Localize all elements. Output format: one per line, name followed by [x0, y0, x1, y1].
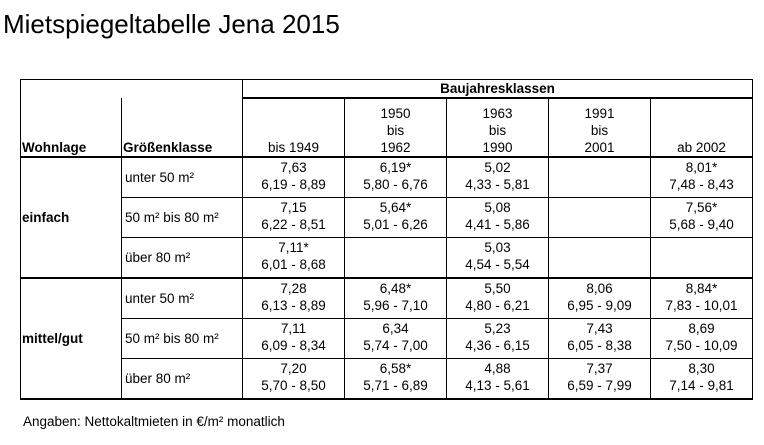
- year-header-line: bis: [386, 123, 405, 138]
- rent-range: 5,74 - 7,00: [363, 338, 428, 353]
- rent-cell: [345, 238, 447, 279]
- rent-cell: [243, 198, 345, 238]
- rent-range: 6,09 - 8,34: [261, 338, 326, 353]
- rent-cell: [549, 319, 651, 359]
- rent-value: 8,06: [586, 281, 613, 296]
- rent-value: 8,30: [688, 361, 715, 376]
- rent-range: 7,50 - 10,09: [665, 338, 738, 353]
- rent-cell: [447, 359, 549, 400]
- rent-value: 5,23: [484, 321, 511, 336]
- rent-value: 5,02: [484, 160, 511, 175]
- rent-range: 7,14 - 9,81: [669, 378, 734, 393]
- groessenklasse-header: Größenklasse: [122, 98, 243, 157]
- rent-cell: [651, 157, 753, 198]
- year-header: [651, 98, 753, 157]
- rent-range: 4,13 - 5,61: [465, 378, 530, 393]
- year-header-line: ab 2002: [677, 140, 726, 155]
- rent-value: 7,20: [280, 361, 307, 376]
- rent-value: 8,84*: [685, 281, 718, 296]
- rent-cell: [243, 319, 345, 359]
- rent-value: 7,43: [586, 321, 613, 336]
- page-title: Mietspiegeltabelle Jena 2015: [3, 9, 340, 39]
- rent-value: 8,69: [688, 321, 715, 336]
- rent-range: 4,41 - 5,86: [465, 217, 530, 232]
- rent-range: 4,80 - 6,21: [465, 298, 530, 313]
- rent-range: 6,59 - 7,99: [567, 378, 632, 393]
- rent-range: 6,95 - 9,09: [567, 298, 632, 313]
- year-header-line: 2001: [584, 140, 615, 155]
- table-row: [21, 157, 753, 198]
- table-row: [21, 198, 753, 238]
- baujahresklassen-header: Baujahresklassen: [243, 80, 753, 99]
- rent-value: 7,11*: [278, 240, 309, 255]
- rent-value: 5,03: [484, 240, 511, 255]
- wohnlage-cell: mittel/gut: [21, 278, 122, 399]
- rent-value: 7,15: [280, 200, 307, 215]
- year-header-line: 1991: [584, 106, 615, 121]
- rent-range: 4,54 - 5,54: [465, 257, 530, 272]
- rent-cell: [243, 238, 345, 279]
- rent-cell: [447, 238, 549, 279]
- rent-range: 7,83 - 10,01: [665, 298, 738, 313]
- rent-range: 5,68 - 9,40: [669, 217, 734, 232]
- rent-range: 5,96 - 7,10: [363, 298, 428, 313]
- year-header-line: 1963: [482, 106, 513, 121]
- rent-range: 5,01 - 6,26: [363, 217, 428, 232]
- rent-range: 5,80 - 6,76: [363, 177, 428, 192]
- corner-header-top: [21, 80, 243, 99]
- year-header: [549, 98, 651, 157]
- rent-cell: [345, 198, 447, 238]
- year-header-line: bis 1949: [267, 140, 320, 155]
- rent-cell: [549, 278, 651, 319]
- rent-range: 6,22 - 8,51: [261, 217, 326, 232]
- rent-range: 5,70 - 8,50: [261, 378, 326, 393]
- rent-value: 5,64*: [379, 200, 412, 215]
- rent-value: 6,48*: [379, 281, 412, 296]
- footnote: Angaben: Nettokaltmieten in €/m² monatlich: [23, 414, 285, 429]
- rent-cell: [447, 198, 549, 238]
- rent-cell: [651, 278, 753, 319]
- rent-value: 7,37: [586, 361, 613, 376]
- wohnlage-header: Wohnlage: [21, 98, 122, 157]
- rent-value: 7,28: [280, 281, 307, 296]
- year-header-line: 1990: [482, 140, 513, 155]
- rent-value: 6,19*: [379, 160, 412, 175]
- rent-cell: [447, 278, 549, 319]
- rent-cell: [651, 198, 753, 238]
- year-header-line: 1962: [380, 140, 411, 155]
- rent-range: 7,48 - 8,43: [669, 177, 734, 192]
- rent-cell: [345, 278, 447, 319]
- rent-range: 6,19 - 8,89: [261, 177, 326, 192]
- rent-range: 4,33 - 5,81: [465, 177, 530, 192]
- rent-range: 5,71 - 6,89: [363, 378, 428, 393]
- rent-value: 6,58*: [379, 361, 412, 376]
- year-header: [243, 98, 345, 157]
- rent-cell: [549, 157, 651, 198]
- rent-cell: [243, 359, 345, 400]
- groessenklasse-cell: 50 m² bis 80 m²: [122, 319, 243, 359]
- rent-range: 4,36 - 6,15: [465, 338, 530, 353]
- table-row: [21, 359, 753, 400]
- rent-cell: [651, 319, 753, 359]
- rent-cell: [549, 359, 651, 400]
- rent-value: 4,88: [484, 361, 511, 376]
- year-header-line: 1950: [380, 106, 411, 121]
- rent-cell: [549, 238, 651, 279]
- rent-value: 7,63: [280, 160, 307, 175]
- groessenklasse-cell: über 80 m²: [122, 359, 243, 400]
- rent-cell: [345, 319, 447, 359]
- rent-cell: [243, 278, 345, 319]
- rent-range: 6,05 - 8,38: [567, 338, 632, 353]
- table-row: [21, 278, 753, 319]
- rent-cell: [447, 157, 549, 198]
- rent-cell: [345, 359, 447, 400]
- rent-value: 5,50: [484, 281, 511, 296]
- rent-table: [20, 79, 753, 400]
- groessenklasse-cell: unter 50 m²: [122, 278, 243, 319]
- rent-cell: [345, 157, 447, 198]
- rent-cell: [243, 157, 345, 198]
- rent-value: 7,11: [280, 321, 307, 336]
- rent-value: 5,08: [484, 200, 511, 215]
- rent-value: 7,56*: [685, 200, 718, 215]
- rent-range: 6,13 - 8,89: [261, 298, 326, 313]
- rent-cell: [651, 359, 753, 400]
- groessenklasse-cell: unter 50 m²: [122, 157, 243, 198]
- wohnlage-cell: einfach: [21, 157, 122, 278]
- rent-value: 8,01*: [685, 160, 718, 175]
- year-header: [447, 98, 549, 157]
- rent-cell: [549, 198, 651, 238]
- table-row: [21, 319, 753, 359]
- rent-range: 6,01 - 8,68: [261, 257, 326, 272]
- rent-cell: [651, 238, 753, 279]
- year-header-line: bis: [488, 123, 507, 138]
- groessenklasse-cell: über 80 m²: [122, 238, 243, 279]
- rent-value: 6,34: [382, 321, 409, 336]
- year-header: [345, 98, 447, 157]
- rent-cell: [447, 319, 549, 359]
- table-row: [21, 238, 753, 279]
- groessenklasse-cell: 50 m² bis 80 m²: [122, 198, 243, 238]
- year-header-line: bis: [590, 123, 609, 138]
